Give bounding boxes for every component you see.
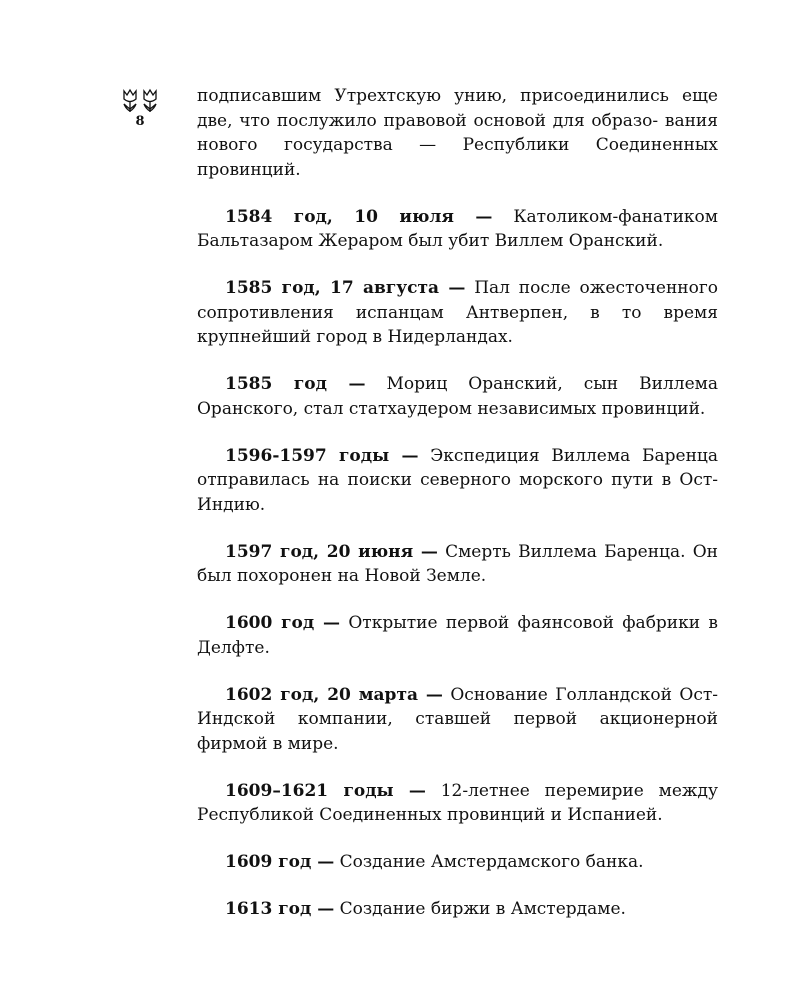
chronology-entry bbox=[197, 276, 718, 350]
entry-date: 1613 год — bbox=[225, 899, 335, 919]
entry-text: Смерть Виллема Баренца. Он был похоронен на Новой Земле. bbox=[197, 541, 718, 586]
chronology-entry bbox=[197, 611, 718, 660]
continuation-line: подписавшим Утрехтскую унию, присоединились еще bbox=[197, 86, 718, 106]
entry-date: 1597 год, 20 июня — bbox=[225, 541, 438, 562]
entry-text: 12-летнее перемирие между Республикой Соединенных провинций и Испанией. bbox=[197, 780, 718, 825]
chronology-entry bbox=[197, 444, 718, 518]
chronology-entry bbox=[197, 683, 718, 757]
entry-date: 1602 год, 20 марта — bbox=[225, 684, 443, 705]
continuation-line: вания нового государства — Республики Соединенных bbox=[197, 110, 718, 155]
entry-date: 1609 год — bbox=[225, 852, 335, 872]
continuation-line: две, что послужило правовой основой для образо- bbox=[197, 110, 659, 131]
entry-date: 1609–1621 годы — bbox=[225, 780, 426, 801]
chronology-entry bbox=[197, 850, 718, 875]
entry-date: 1585 год — bbox=[225, 374, 366, 394]
chronology-text bbox=[197, 84, 718, 944]
entry-text: Открытие первой фаянсовой фабрики в Делфте. bbox=[197, 613, 718, 658]
tulips-icon bbox=[120, 88, 160, 114]
entry-text: Создание Амстердамского банка. bbox=[334, 852, 644, 872]
continuation-line: провинций. bbox=[197, 159, 301, 180]
continued-paragraph bbox=[197, 84, 718, 182]
entry-text: Католиком-фанатиком Бальтазаром Жераром был убит Виллем Оранский. bbox=[197, 206, 718, 251]
entry-text: Основание Голландской Ост-Индской компании, ставшей первой акционерной фирмой в мире. bbox=[197, 684, 718, 754]
chronology-entry bbox=[197, 897, 718, 922]
entry-text: Экспедиция Виллема Баренца отправилась на поиски северного морского пути в Ост-Индию. bbox=[197, 445, 718, 515]
entry-text: Пал после ожесточенного сопротивления испанцам Антверпен, в то время крупнейший город в Нидерландах. bbox=[197, 278, 718, 347]
entry-text: Создание биржи в Амстердаме. bbox=[334, 899, 626, 919]
entry-text: Мориц Оранский, сын Виллема Оранского, стал статхаудером независимых провинций. bbox=[197, 374, 718, 419]
chronology-entry bbox=[197, 540, 718, 589]
chronology-entry bbox=[197, 779, 718, 828]
chronology-entry bbox=[197, 372, 718, 421]
page-marker bbox=[118, 88, 162, 129]
page-number: 8 bbox=[135, 114, 145, 129]
entry-date: 1600 год — bbox=[225, 613, 341, 633]
entry-date: 1584 год, 10 июля — bbox=[225, 206, 493, 227]
chronology-entry bbox=[197, 205, 718, 254]
entry-date: 1596-1597 годы — bbox=[225, 445, 419, 466]
entry-date: 1585 год, 17 августа — bbox=[225, 278, 466, 298]
